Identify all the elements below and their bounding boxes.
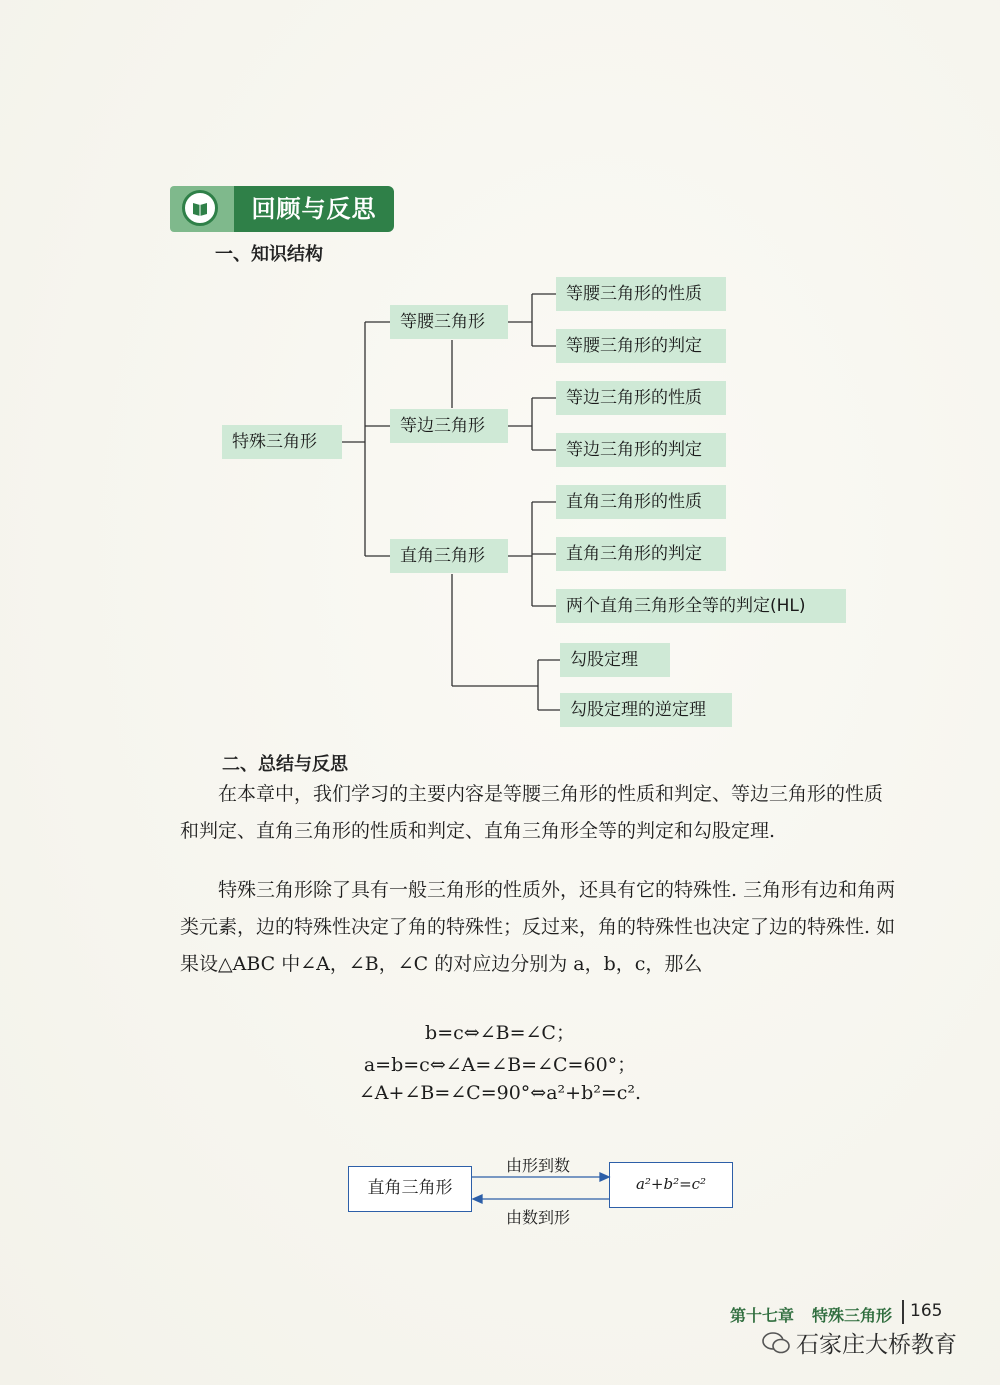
diagram-bottom-label: 由数到形 — [506, 1208, 571, 1227]
tree-leaf-isosceles-criterion: 等腰三角形的判定 — [556, 329, 726, 363]
page-number: 165 — [910, 1301, 943, 1321]
tree-leaf-isosceles-property: 等腰三角形的性质 — [556, 277, 726, 311]
diagram-left-box: 直角三角形 — [348, 1166, 472, 1212]
tree-leaf-right-criterion: 直角三角形的判定 — [556, 537, 726, 571]
summary-paragraph-1: 在本章中，我们学习的主要内容是等腰三角形的性质和判定、等边三角形的性质和判定、直角三角形的性质和判定、直角三角形全等的判定和勾股定理. — [180, 783, 884, 842]
tree-leaf-pythagoras: 勾股定理 — [560, 643, 670, 677]
footer-divider — [902, 1300, 904, 1324]
footer-chapter: 第十七章 — [730, 1306, 795, 1325]
formula-3: ∠A+∠B=∠C=90°⇔a²+b²=c². — [358, 1082, 642, 1104]
diagram-top-label: 由形到数 — [506, 1156, 571, 1175]
footer-chapter-title: 特殊三角形 — [812, 1306, 893, 1325]
section-knowledge-title: 一、知识结构 — [215, 244, 323, 265]
tree-leaf-equilateral-property: 等边三角形的性质 — [556, 381, 726, 415]
watermark-text: 石家庄大桥教育 — [796, 1332, 957, 1358]
formula-1: b=c⇔∠B=∠C； — [425, 1022, 575, 1044]
tree-root: 特殊三角形 — [222, 425, 342, 459]
tree-leaf-right-hl: 两个直角三角形全等的判定(HL) — [556, 589, 846, 623]
wechat-icon — [762, 1331, 790, 1355]
formula-2: a=b=c⇔∠A=∠B=∠C=60°； — [363, 1054, 637, 1076]
tree-leaf-equilateral-criterion: 等边三角形的判定 — [556, 433, 726, 467]
tree-node-right: 直角三角形 — [390, 539, 508, 573]
summary-paragraph-2: 特殊三角形除了具有一般三角形的性质外，还具有它的特殊性. 三角形有边和角两类元素，边的特殊性决定了角的特殊性；反过来，角的特殊性也决定了边的特殊性. 如果设△ABC 中∠A，∠B，∠C 的对应边分别为 a，b，c，那么 — [180, 879, 896, 975]
tree-node-equilateral: 等边三角形 — [390, 409, 508, 443]
tree-leaf-right-property: 直角三角形的性质 — [556, 485, 726, 519]
tree-node-isosceles: 等腰三角形 — [390, 305, 508, 339]
tree-leaf-pythagoras-converse: 勾股定理的逆定理 — [560, 693, 732, 727]
header-title: 回顾与反思 — [234, 186, 394, 232]
diagram-right-box: a²+b²=c² — [609, 1162, 733, 1208]
section-summary-title: 二、总结与反思 — [222, 754, 348, 775]
